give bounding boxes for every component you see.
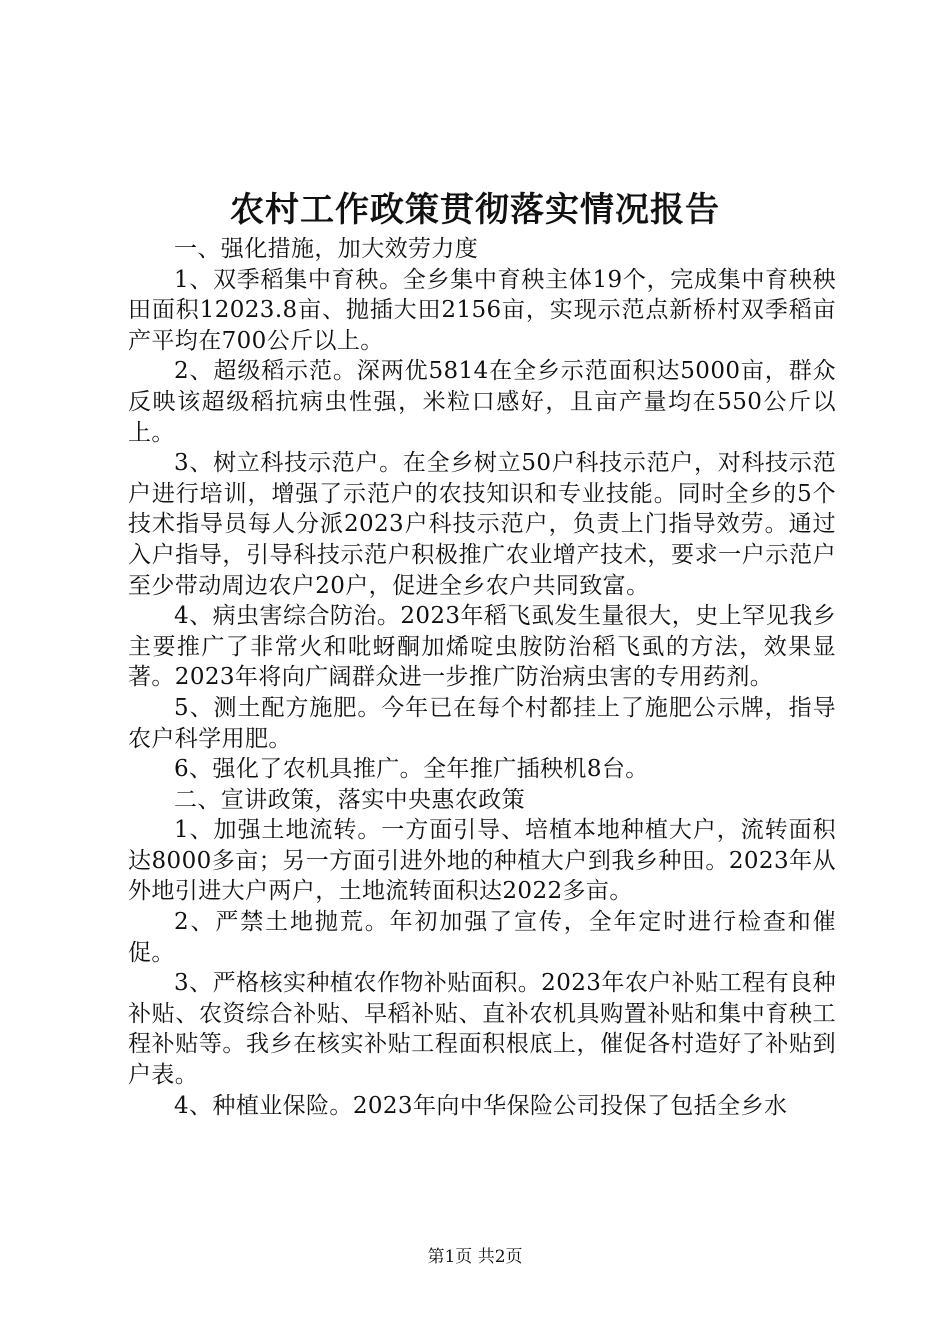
paragraph: 6、强化了农机具推广。全年推广插秧机8台。: [174, 756, 649, 783]
paragraph: 3、严格核实种植农作物补贴面积。2023年农户补贴工程有良种补贴、农资综合补贴、早稻补贴、直补农机具购置补贴和集中育秧工程补贴等。我乡在核实补贴工程面积根底上，催促各村造好了补贴到户表。: [128, 970, 836, 1089]
section-heading-2: 二、宣讲政策，落实中央惠农政策: [174, 786, 525, 813]
section-heading-1: 一、强化措施，加大效劳力度: [174, 236, 479, 262]
paragraph: 1、加强土地流转。一方面引导、培植本地种植大户，流转面积达8000多亩；另一方面引进外地的种植大户到我乡种田。2023年从外地引进大户两户，土地流转面积达2022多亩。: [128, 817, 836, 905]
paragraph: 5、测土配方施肥。今年已在每个村都挂上了施肥公示牌，指导农户科学用肥。: [128, 694, 836, 752]
paragraph: 1、双季稻集中育秧。全乡集中育秧主体19个，完成集中育秧秧田面积12023.8亩、抛插大田2156亩，实现示范点新桥村双季稻亩产平均在700公斤以上。: [128, 266, 836, 354]
paragraph: 2、超级稻示范。深两优5814在全乡示范面积达5000亩，群众反映该超级稻抗病虫性强，米粒口感好，且亩产量均在550公斤以上。: [128, 358, 836, 446]
document-title: 农村工作政策贯彻落实情况报告: [230, 190, 720, 230]
paragraph: 3、树立科技示范户。在全乡树立50户科技示范户，对科技示范户进行培训，增强了示范户的农技知识和专业技能。同时全乡的5个技术指导员每人分派2023户科技示范户，负责上门指导效劳。通过入户指导，引导科技示范户积极推广农业增产技术，要求一户示范户至少带动周边农户20户，促进全乡农户共同致富。: [128, 450, 836, 599]
document-body: [128, 234, 836, 1121]
paragraph: 4、种植业保险。2023年向中华保险公司投保了包括全乡水: [174, 1092, 788, 1119]
paragraph: 2、严禁土地抛荒。年初加强了宣传，全年定时进行检查和催促。: [128, 909, 836, 966]
page-number-footer: 第1页 共2页: [427, 1247, 523, 1267]
paragraph: 4、病虫害综合防治。2023年稻飞虱发生量很大，史上罕见我乡主要推广了非常火和吡蚜酮加烯啶虫胺防治稻飞虱的方法，效果显著。2023年将向广阔群众进一步推广防治病虫害的专用药剂。: [128, 603, 836, 691]
